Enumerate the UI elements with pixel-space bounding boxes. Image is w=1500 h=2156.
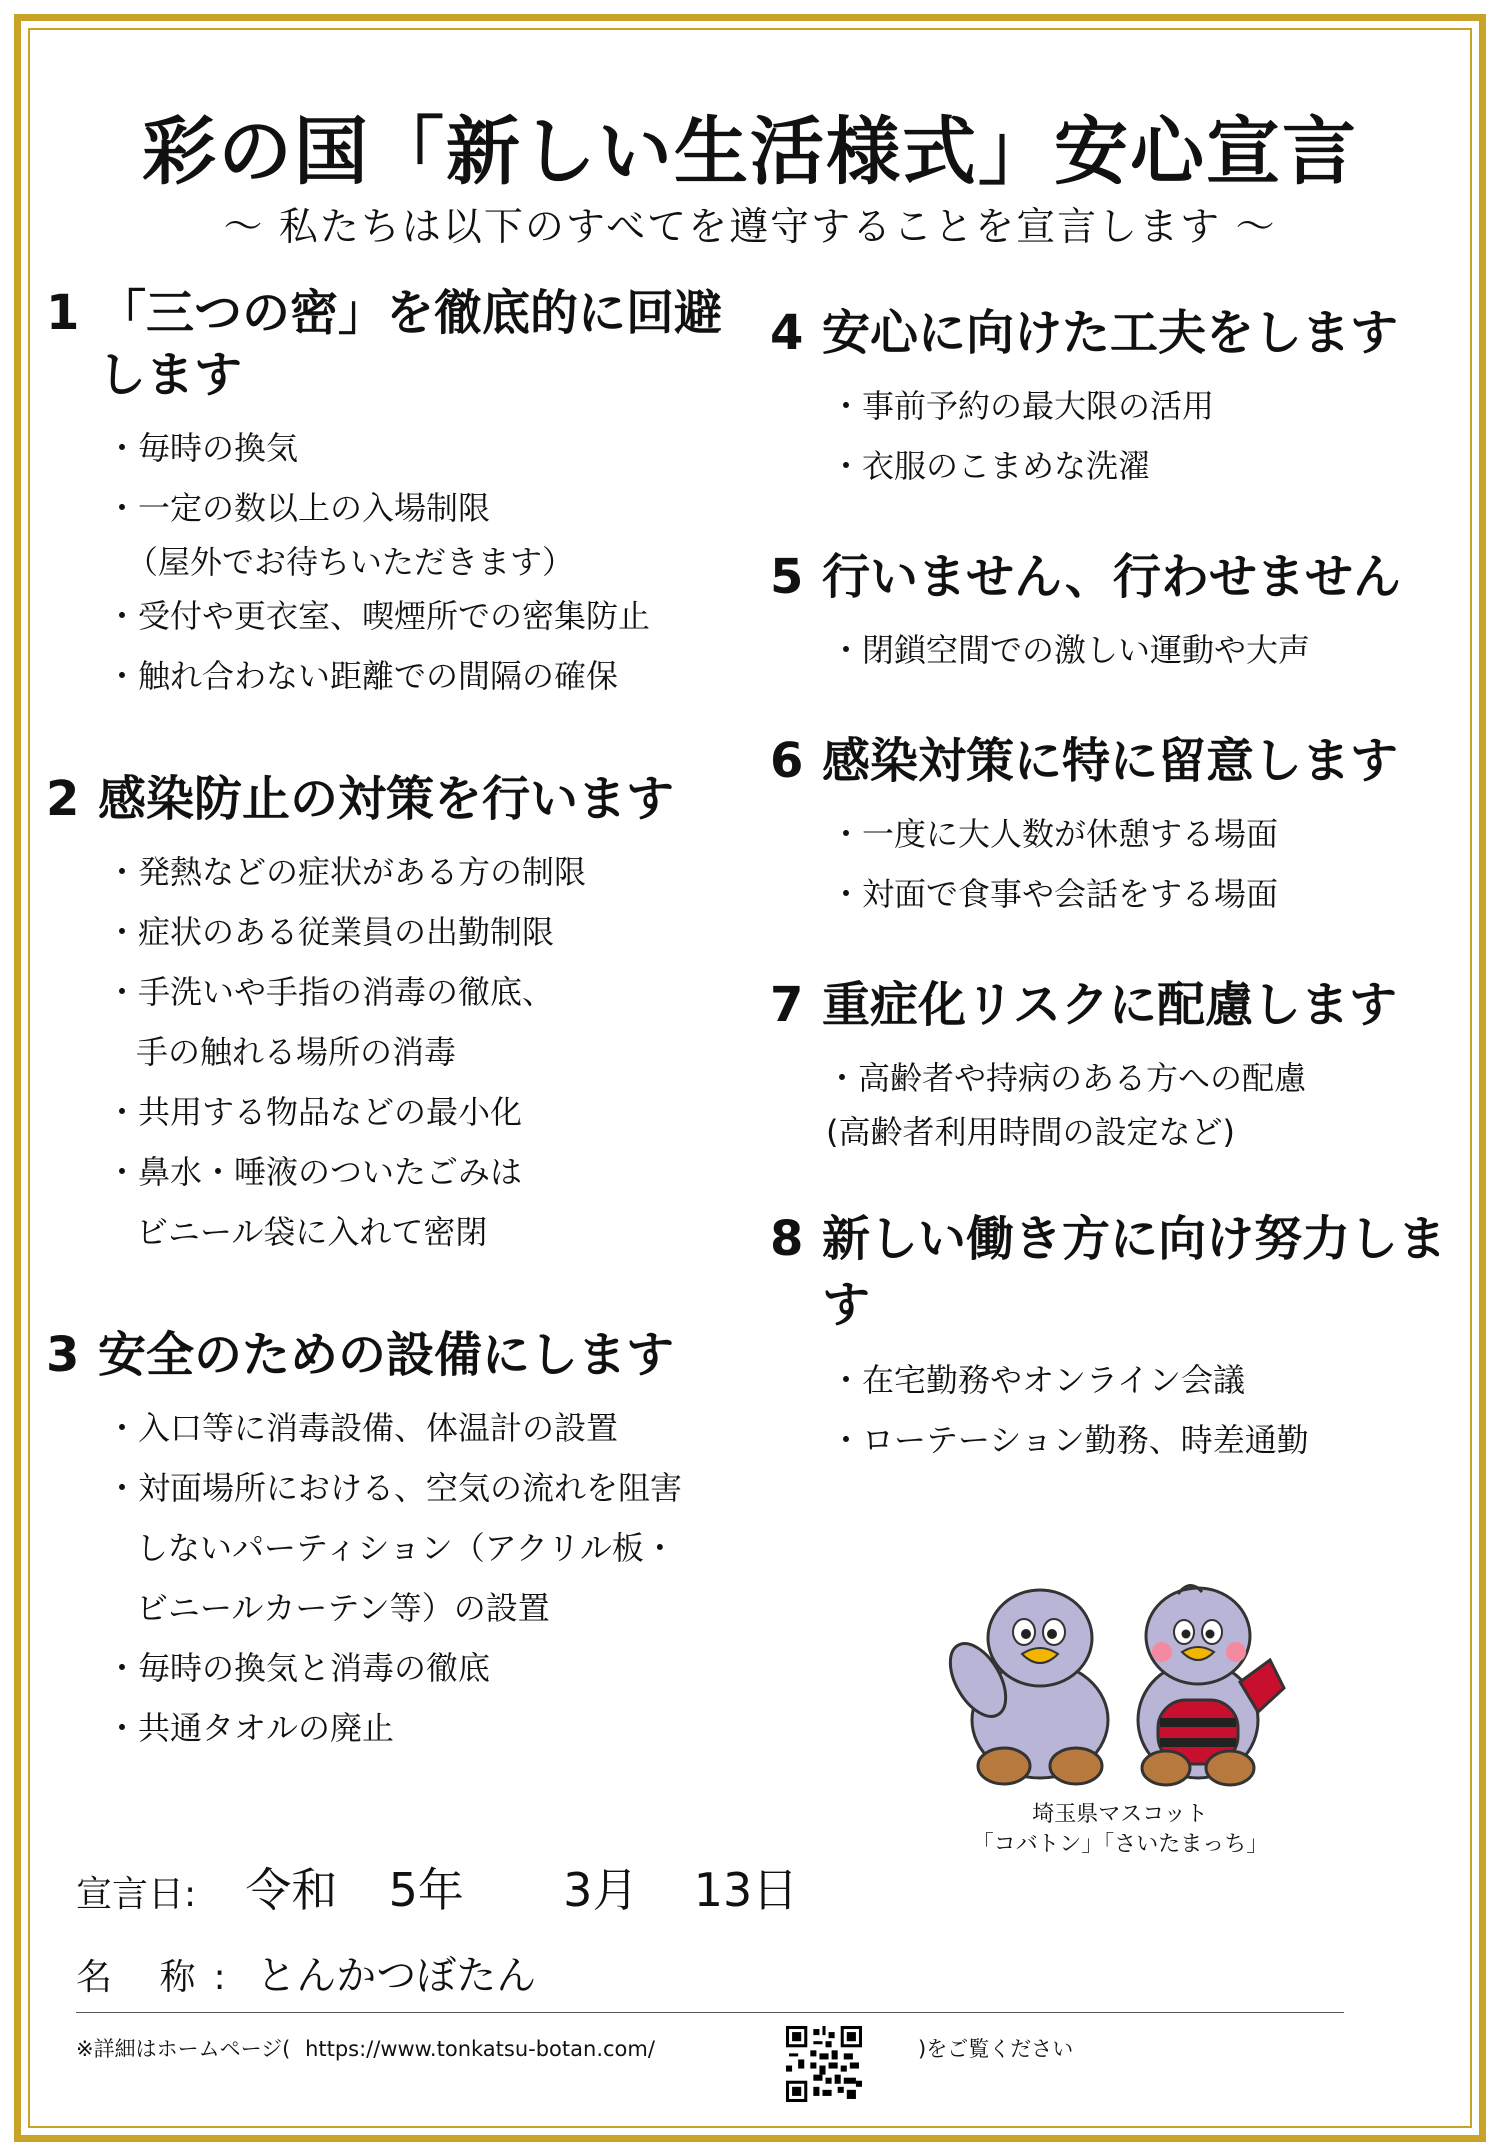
kobaton-mascot [940, 1590, 1108, 1784]
list-item: ・毎時の換気 [106, 429, 299, 467]
list-item: ・事前予約の最大限の活用 [830, 387, 1215, 425]
section-number: 3 [46, 1327, 80, 1383]
list-item: ・高齢者や持病のある方への配慮 (高齢者利用時間の設定など) [826, 1059, 1307, 1151]
mascot-illustration [940, 1570, 1300, 1790]
section-4 [770, 302, 1470, 496]
footer-divider [76, 2012, 1344, 2013]
declaration-year: 5年 [388, 1863, 464, 1917]
section-title: 感染防止の対策を行います [98, 771, 675, 827]
section-title: 重症化リスクに配慮します [822, 977, 1398, 1033]
business-name [76, 1946, 536, 2008]
section-1 [46, 282, 746, 706]
section-title: 安心に向けた工夫をします [822, 305, 1399, 361]
declaration-era: 令和 [245, 1863, 338, 1917]
section-number: 4 [770, 305, 804, 361]
section-items [770, 1048, 1470, 1156]
right-column [770, 282, 1470, 1470]
name-label: 名 称: [76, 1957, 244, 1998]
footer-suffix: )をご覧ください [918, 2037, 1074, 2061]
section-number: 6 [770, 733, 804, 789]
list-item: ・受付や更衣室、喫煙所での密集防止 [106, 597, 651, 635]
declaration-date [76, 1860, 798, 1925]
list-item: ・手洗いや手指の消毒の徹底、 手の触れる場所の消毒 [106, 973, 555, 1071]
list-item: ・毎時の換気と消毒の徹底 [106, 1649, 491, 1687]
list-item: ・一度に大人数が休憩する場面 [830, 815, 1279, 853]
list-item: ・対面場所における、空気の流れを阻害 しないパーティション（アクリル板・ ビニールカーテン等）の設置 [106, 1469, 683, 1627]
list-item: ・症状のある従業員の出勤制限 [106, 913, 555, 951]
section-items [46, 1398, 746, 1758]
declaration-month: 3月 [563, 1863, 639, 1917]
list-item: ・鼻水・唾液のついたごみは ビニール袋に入れて密閉 [106, 1153, 523, 1251]
section-number: 5 [770, 549, 804, 605]
list-item: ・在宅勤務やオンライン会議 [830, 1361, 1246, 1399]
section-items [770, 620, 1470, 680]
footer-prefix: ※詳細はホームページ( [76, 2037, 291, 2061]
section-title: 新しい働き方に向け努力します [822, 1211, 1447, 1333]
list-item: ・一定の数以上の入場制限 （屋外でお待ちいただきます） [106, 489, 575, 581]
section-title: 「三つの密」を徹底的に回避します [98, 285, 723, 403]
list-item: ・共用する物品などの最小化 [106, 1093, 523, 1131]
section-3 [46, 1324, 746, 1758]
section-title: 安全のための設備にします [98, 1327, 675, 1383]
saitamacchi-mascot [1138, 1585, 1284, 1785]
list-item: ・発熱などの症状がある方の制限 [106, 853, 587, 891]
section-items [770, 376, 1470, 496]
section-items [46, 842, 746, 1262]
section-number: 7 [770, 977, 804, 1033]
homepage-link[interactable]: https://www.tonkatsu-botan.com/ [305, 2037, 655, 2061]
section-items [46, 418, 746, 706]
section-7 [770, 974, 1470, 1156]
section-6 [770, 730, 1470, 924]
section-5 [770, 546, 1470, 680]
section-2 [46, 768, 746, 1262]
left-column [46, 282, 746, 1758]
list-item: ・共通タオルの廃止 [106, 1709, 395, 1747]
declaration-day: 13日 [693, 1863, 799, 1917]
list-item: ・触れ合わない距離での間隔の確保 [106, 657, 619, 695]
list-item: ・ローテーション勤務、時差通勤 [830, 1421, 1309, 1459]
section-number: 8 [770, 1211, 804, 1267]
mascot-caption: 埼玉県マスコット 「コバトン」「さいたまっち」 [971, 1802, 1269, 1857]
list-item: ・入口等に消毒設備、体温計の設置 [106, 1409, 619, 1447]
section-title: 感染対策に特に留意します [822, 733, 1399, 789]
section-title: 行いません、行わせません [822, 549, 1401, 605]
list-item: ・衣服のこまめな洗濯 [830, 447, 1151, 485]
list-item: ・閉鎖空間での激しい運動や大声 [830, 631, 1311, 669]
section-number: 2 [46, 771, 80, 827]
section-items [770, 1350, 1470, 1470]
section-number: 1 [46, 285, 80, 341]
page-subtitle: ～ 私たちは以下のすべてを遵守することを宣言します ～ [223, 205, 1277, 250]
name-value: とんかつぼたん [256, 1953, 537, 1999]
section-8 [770, 1206, 1470, 1470]
page-title: 彩の国「新しい生活様式」安心宣言 [142, 109, 1358, 195]
declaration-label: 宣言日: [76, 1874, 197, 1915]
section-items [770, 804, 1470, 924]
qr-code-icon[interactable] [786, 2026, 862, 2102]
footer-note [76, 2034, 655, 2064]
list-item: ・対面で食事や会話をする場面 [830, 875, 1279, 913]
